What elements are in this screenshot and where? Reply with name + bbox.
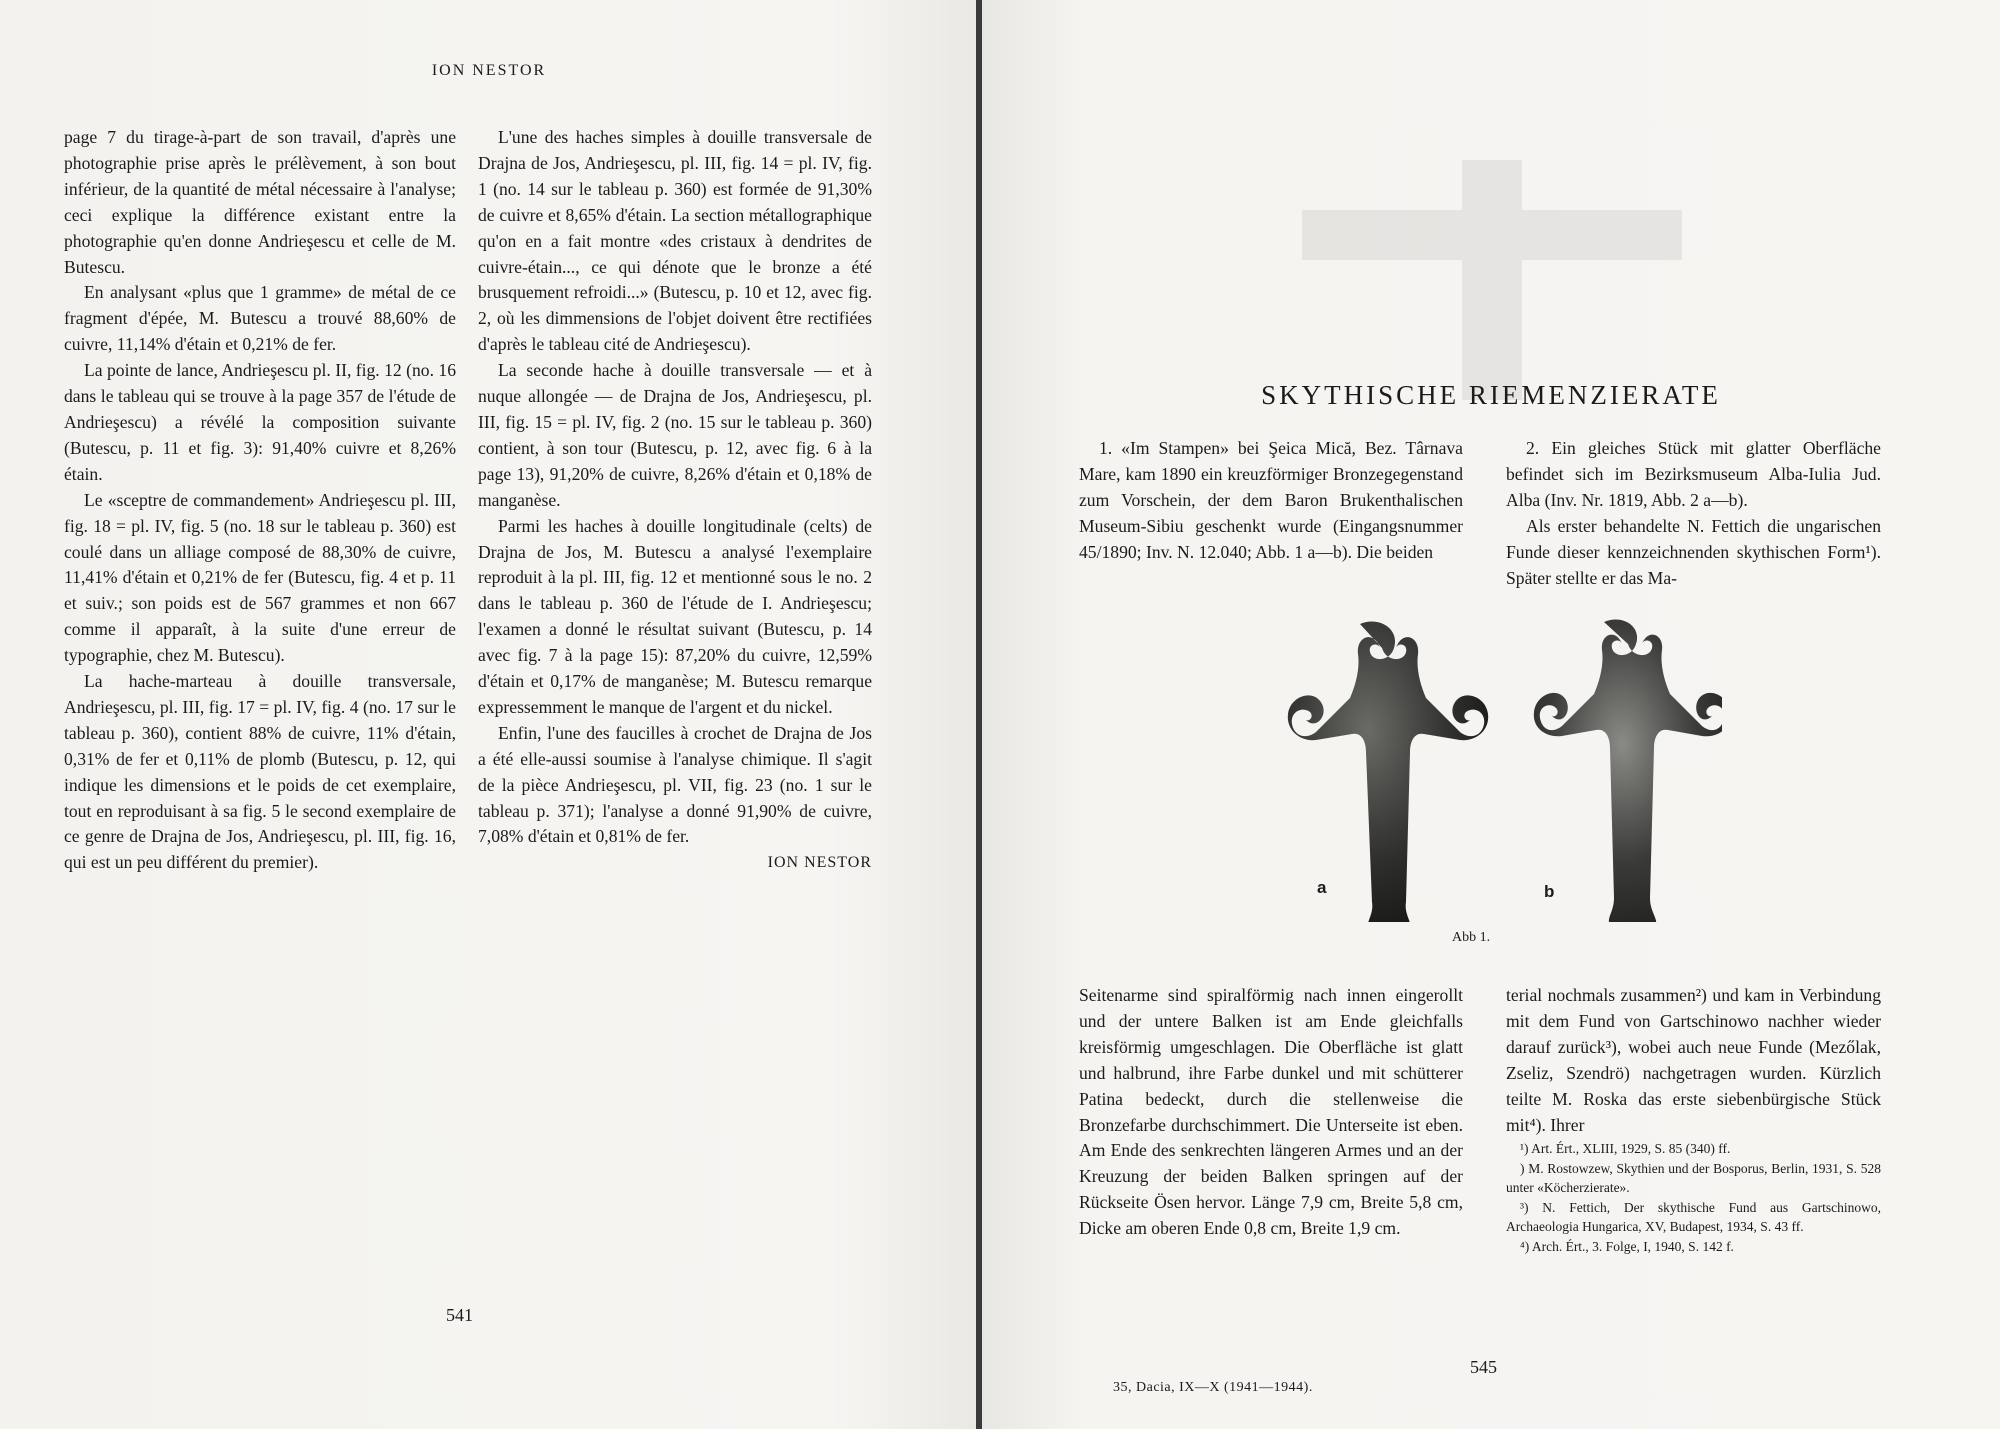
- right-page: [982, 0, 2000, 1429]
- paragraph: La seconde hache à douille transversale — et à nuque allongée — de Drajna de Jos, Andrieşescu, pl. III, fig. 15 = pl. IV, fig. 2 (no. 15 sur le tableau p. 360) contient, à son tour (Butescu, p. 12, avec fig. 6 à la page 13), 91,20% de cuivre, 8,26% d'étain et 0,18% de manganèse.: [478, 360, 872, 510]
- running-head: ION NESTOR: [431, 62, 547, 79]
- object-a: [1288, 621, 1488, 922]
- author-signature: ION NESTOR: [767, 854, 872, 872]
- footnotes: [1506, 1139, 1881, 1256]
- object-b: [1534, 619, 1722, 922]
- figure-riemenzierate: [1252, 612, 1722, 922]
- figure-label-a: a: [1317, 878, 1327, 897]
- signature-line: 35, Dacia, IX—X (1941—1944).: [1113, 1380, 1313, 1395]
- paragraph: terial nochmals zusammen²) und kam in Verbindung mit dem Fund von Gartschinowo nachher wieder darauf zurück³), wobei auch neue Funde (Mezőlak, Zseliz, Szendrö) nachgetragen wurden. Kürzlich teilte M. Roska das erste siebenbürgische Stück mit⁴). Ihrer: [1506, 985, 1881, 1135]
- paragraph: L'une des haches simples à douille transversale de Drajna de Jos, Andrieşescu, pl. III, fig. 14 = pl. IV, fig. 1 (no. 14 sur le tableau p. 360) est formée de 91,30% de cuivre et 8,65% d'étain. La section métallographique qu'on en a fait montre «des cristaux à dendrites de cuivre-étain..., ce qui dénote que le bronze a été brusquement refroidi...» (Butescu, p. 10 et 12, avec fig. 2, où les dimmensions de l'objet doivent être rectifiées d'après le tableau cité de Andrieşescu).: [478, 127, 872, 355]
- footnote: ³) N. Fettich, Der skythische Fund aus Gartschinowo, Archaeologia Hungarica, XV, Budapest, 1934, S. 43 ff.: [1506, 1199, 1881, 1234]
- figure-caption: Abb 1.: [1452, 930, 1491, 945]
- right-column-2: [1506, 436, 1881, 591]
- figure-label-b: b: [1544, 882, 1555, 901]
- paragraph: La hache-marteau à douille transversale, Andrieşescu, pl. III, fig. 17 = pl. IV, fig. 4 (no. 17 sur le tableau p. 360), contient 88% de cuivre, 11% d'étain, 0,31% de fer et 0,11% de plomb (Butescu, p. 12, qui indique les dimensions et le poids de cet exemplaire, tout en reproduisant à sa fig. 5 le second exemplaire de ce genre de Drajna de Jos, Andrieşescu, pl. III, fig. 16, qui est un peu différent du premier).: [64, 671, 456, 873]
- page-number: 545: [1470, 1357, 1497, 1377]
- footnote: ¹) Art. Ért., XLIII, 1929, S. 85 (340) ff.: [1520, 1141, 1731, 1156]
- paragraph: 2. Ein gleiches Stück mit glatter Oberfläche befindet sich im Bezirksmuseum Alba-Iulia Jud. Alba (Inv. Nr. 1819, Abb. 2 a—b).: [1506, 438, 1881, 510]
- footnote: ⁴) Arch. Ért., 3. Folge, I, 1940, S. 142 f.: [1520, 1238, 1734, 1254]
- show-through-image: [1262, 150, 1722, 410]
- paragraph: La pointe de lance, Andrieşescu pl. II, fig. 12 (no. 16 dans le tableau qui se trouve à la page 357 de l'étude de Andrieşescu) a révélé la composition suivante (Butescu, p. 11 et fig. 3): 91,40% cuivre et 8,26% étain.: [64, 360, 456, 484]
- left-column-2: [478, 125, 872, 876]
- paragraph: Enfin, l'une des faucilles à crochet de Drajna de Jos a été elle-aussi soumise à l'analyse chimique. Il s'agit de la pièce Andrieşescu, pl. VII, fig. 23 (no. 1 sur le tableau p. 371); l'analyse a donné 91,90% de cuivre, 7,08% d'étain et 0,81% de fer.: [478, 722, 872, 847]
- right-column-4: [1506, 983, 1881, 1138]
- left-column-1: [64, 125, 456, 876]
- left-page: [0, 0, 978, 1429]
- paragraph: Le «sceptre de commandement» Andrieşescu pl. III, fig. 18 = pl. IV, fig. 5 (no. 18 sur le tableau p. 360) est coulé dans un alliage composé de 88,30% de cuivre, 11,41% d'étain et 0,21% de fer (Butescu, fig. 4 et p. 11 et suiv.; son poids est de 567 grammes et non 667 comme il apparaît, à la suite d'une erreur de typographie, chez M. Butescu).: [64, 489, 456, 666]
- paragraph: 1. «Im Stampen» bei Şeica Mică, Bez. Târnava Mare, kam 1890 ein kreuzförmiger Bronzegegenstand zum Vorschein, der dem Baron Brukenthalischen Museum-Sibiu geschenkt wurde (Eingangsnummer 45/1890; Inv. N. 12.040; Abb. 1 a—b). Die beiden: [1079, 438, 1463, 562]
- paragraph: Parmi les haches à douille longitudinale (celts) de Drajna de Jos, M. Butescu a analysé l'exemplaire reproduit à la pl. III, fig. 12 et mentionné sous le no. 2 dans le tableau p. 360 de l'étude de I. Andrieşescu; l'examen a donné le résultat suivant (Butescu, p. 14 avec fig. 7 à la page 15): 87,20% du cuivre, 12,59% d'étain et 0,17% de manganèse; M. Butescu remarque expressemment le manque de l'argent et du nickel.: [478, 515, 872, 717]
- paragraph: Als erster behandelte N. Fettich die ungarischen Funde dieser kennzeichnenden skythischen Form¹). Später stellte er das Ma-: [1506, 515, 1881, 588]
- article-title: SKYTHISCHE RIEMENZIERATE: [1261, 380, 1721, 410]
- page-number: 541: [446, 1305, 473, 1325]
- right-column-3: [1079, 983, 1463, 1242]
- paragraph: En analysant «plus que 1 gramme» de métal de ce fragment d'épée, M. Butescu a trouvé 88,60% de cuivre, 11,14% d'étain et 0,21% de fer.: [64, 282, 456, 355]
- paragraph: Seitenarme sind spiralförmig nach innen eingerollt und der untere Balken ist am Ende gleichfalls kreisförmig umgeschlagen. Die Oberfläche ist glatt und halbrund, ihre Farbe dunkel und mit schütterer Patina bedeckt, durch die stellenweise die Bronzefarbe durchschimmert. Die Unterseite ist eben. Am Ende des senkrechten längeren Armes und an der Kreuzung der beiden Balken springen auf der Rückseite Ösen hervor. Länge 7,9 cm, Breite 5,8 cm, Dicke am oberen Ende 0,8 cm, Breite 1,9 cm.: [1079, 985, 1463, 1239]
- right-column-1: [1079, 436, 1463, 566]
- paragraph: page 7 du tirage-à-part de son travail, d'après une photographie prise après le prélèvement, à son bout inférieur, de la quantité de métal nécessaire à l'analyse; ceci explique la différence existant entre la photographie qu'en donne Andrieşescu et celle de M. Butescu.: [64, 127, 456, 277]
- footnote: ) M. Rostowzew, Skythien und der Bosporus, Berlin, 1931, S. 528 unter «Köcherzierate».: [1506, 1160, 1881, 1195]
